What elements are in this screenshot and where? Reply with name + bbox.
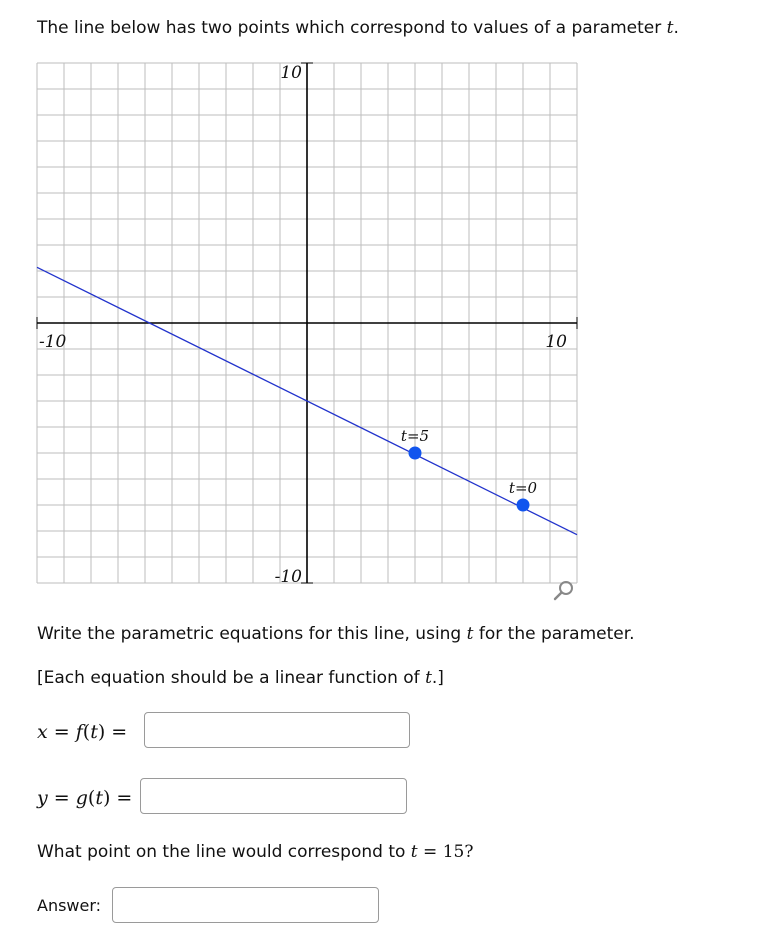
eq-y-tail: =	[110, 787, 133, 809]
gy-input[interactable]	[140, 778, 407, 814]
question-var: t	[410, 842, 418, 862]
graph	[30, 60, 580, 600]
eq-x-tail: =	[105, 721, 128, 743]
instruction-1-var: t	[466, 624, 474, 644]
instruction-2-after: .]	[431, 668, 444, 688]
point-marker-1	[517, 499, 530, 512]
answer-input[interactable]	[112, 887, 379, 923]
point-label-t5: t=5	[400, 427, 430, 445]
eq-x-fn: f	[75, 721, 83, 743]
instruction-line-1	[37, 623, 635, 645]
zoom-icon[interactable]	[552, 578, 576, 602]
x-max-tick-label: 10	[545, 332, 567, 352]
point-marker-0	[409, 447, 422, 460]
fx-input[interactable]	[144, 712, 410, 748]
instruction-2-var: t	[425, 668, 432, 688]
eq-y-var: y	[37, 787, 48, 809]
instruction-line-2	[37, 667, 444, 689]
eq-x-equals: =	[47, 721, 76, 743]
eq-y-fn: g	[75, 787, 88, 809]
question-before: What point on the line would correspond to	[37, 842, 411, 862]
question-text	[37, 841, 473, 863]
eq-x-var: x	[37, 721, 48, 743]
instruction-1-after: for the parameter.	[473, 624, 635, 644]
eq-y-equals: =	[47, 787, 76, 809]
eq-x-arg: t	[90, 721, 98, 743]
y-min-tick-label: -10	[274, 567, 302, 587]
question-eq: = 15?	[417, 842, 474, 862]
intro-var: t	[666, 18, 674, 38]
equation-x-label: x = f(t) =	[37, 721, 128, 743]
instruction-1-before: Write the parametric equations for this line, using	[37, 624, 467, 644]
answer-label: Answer:	[37, 896, 102, 915]
y-max-tick-label: 10	[280, 63, 302, 83]
instruction-2-before: [Each equation should be a linear function of	[37, 668, 426, 688]
intro-end: .	[673, 18, 679, 38]
x-min-tick-label: -10	[39, 332, 67, 352]
intro-text	[37, 17, 679, 39]
equation-y-label: y = g(t) =	[37, 787, 133, 809]
point-label-t0: t=0	[508, 479, 538, 497]
eq-y-arg: t	[95, 787, 103, 809]
intro-text-main: The line below has two points which correspond to values of a parameter	[37, 18, 667, 38]
